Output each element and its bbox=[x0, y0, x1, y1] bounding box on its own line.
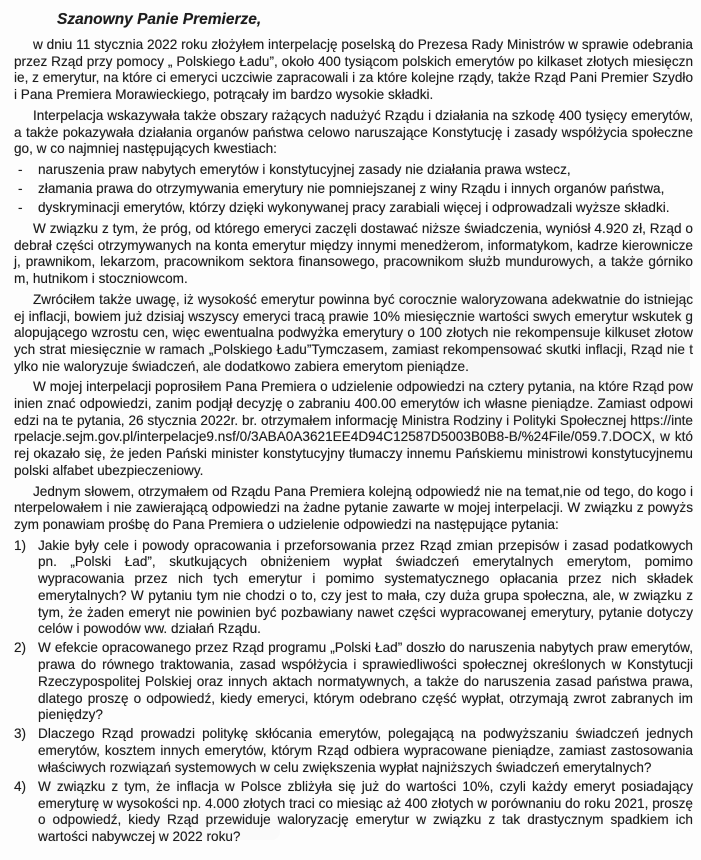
paragraph: W związku z tym, że próg, od którego emeryci zaczęli dostawać niższe świadczenia, wyniósł 4.920 zł, Rząd odebrał części otrzymywanych na konta emerytur między innymi menedżerom, informatykom, kadrze kierowniczej, prawnikom, lekarzom, pracownikom sektora finansowego, pracownikom służb mundurowych, a także górnikom, hutnikom i stoczniowcom. bbox=[14, 221, 693, 287]
issue-item bbox=[14, 162, 693, 179]
question-item bbox=[14, 726, 693, 776]
salutation-heading: Szanowny Panie Premierze, bbox=[57, 11, 262, 28]
question-item bbox=[14, 640, 693, 724]
question-number: 4) bbox=[14, 779, 27, 795]
item-text: dyskryminacji emerytów, którzy dzięki wykonywanej pracy zarabiali więcej i odprowadzali wyższe składki. bbox=[38, 200, 670, 216]
item-text: złamania prawa do otrzymywania emerytury nie pomniejszanej z winy Rządu i innych organów państwa, bbox=[38, 181, 665, 197]
question-number: 2) bbox=[14, 640, 27, 656]
issue-item bbox=[14, 181, 693, 198]
item-text: Jakie były cele i powody opracowania i przeforsowania przez Rząd zmian przepisów i zasad podatkowych pn. „Polski Ład”, skutkujących obniżeniem wypłat świadczeń emerytalnych emerytom, pomimo wypracowania przez nich tych emerytur i pomimo systematycznego opłacania przez nich składek emerytalnych? W pytaniu tym nie chodzi o to, czy jest to mała, czy duża grupa społeczna, ale, w związku z tym, że żaden emeryt nie powinien być pozbawiany nawet części wypracowanej emerytury, pytanie dotyczy celów i powodów ww. działań Rządu. bbox=[38, 537, 693, 637]
item-text: W efekcie opracowanego przez Rząd programu „Polski Ład” doszło do naruszenia nabytych praw emerytów, prawa do równego traktowania, zasad współżycia i sprawiedliwości społecznej określonych w Konstytucji Rzeczypospolitej Polskiej oraz innych aktach normatywnych, a także do naruszenia zasad państwa prawa, dlatego proszę o odpowiedź, kiedy emeryci, którym odebrano część wypłat, otrzymają zwrot zabranych im pieniędzy? bbox=[38, 640, 693, 723]
question-number: 1) bbox=[14, 537, 27, 553]
dash-marker: - bbox=[18, 200, 23, 216]
dash-marker: - bbox=[18, 181, 23, 197]
dash-marker: - bbox=[18, 161, 23, 177]
paragraph: W mojej interpelacji poprosiłem Pana Premiera o udzielenie odpowiedzi na cztery pytania, na które Rząd powinien znać odpowiedzi, zanim podjął decyzję o zabraniu 400.00 emerytów ich własne pieniądze. Zamiast odpowiedzi na te pytania, 26 stycznia 2022r. br. otrzymałem informację Ministra Rodziny i Polityki Społecznej https://interpelacje.sejm.gov.pl/interpelacje9.nsf/0/3ABA0A3621EE4D94C12587D5003B0B8-B/%24File/059.7.DOCX, w której okazało się, że jeden Pański minister konstytucyjny tłumaczy innemu Pańskiemu ministrowi konstytucyjnemu polski alfabet ubezpieczeniowy. bbox=[14, 379, 693, 478]
document-body bbox=[14, 37, 693, 846]
item-text: naruszenia praw nabytych emerytów i konstytucyjnej zasady nie działania prawa wstecz, bbox=[38, 161, 571, 177]
issue-item bbox=[14, 200, 693, 217]
question-number: 3) bbox=[14, 726, 27, 742]
paragraph: w dniu 11 stycznia 2022 roku złożyłem interpelację poselską do Prezesa Rady Ministrów w sprawie odebrania przez Rząd przy pomocy „ Polskiego Ładu”, około 400 tysiącom polskich emerytów po kilkaset złotych miesięcznie, z emerytur, na które ci emeryci uczciwie zapracowali i za które kolejne rządy, także Rząd Pani Premier Szydło i Pana Premiera Morawieckiego, potrącały im bardzo wysokie składki. bbox=[14, 37, 693, 103]
question-item bbox=[14, 538, 693, 638]
paragraph: Interpelacja wskazywała także obszary rażących nadużyć Rządu i działania na szkodę 400 tysięcy emerytów, a także pokazywała działania organów państwa celowo naruszające Konstytucję i zasady współżycia społecznego, w co najmniej następujących kwestiach: bbox=[14, 107, 693, 157]
item-text: Dlaczego Rząd prowadzi politykę skłócania emerytów, polegającą na podwyższaniu świadczeń jednych emerytów, kosztem innych emerytów, którym Rząd odbiera wypracowane pieniądze, zamiast zastosowania właściwych rozwiązań systemowych w celu zwiększenia wypłat najniższych świadczeń emerytalnych? bbox=[38, 726, 693, 775]
paragraph: Zwróciłem także uwagę, iż wysokość emerytur powinna być corocznie waloryzowana adekwatnie do istniejącej inflacji, bowiem już dzisiaj wszyscy emeryci tracą prawie 10% miesięcznie wartości swych emerytur wskutek galopującego wzrostu cen, więc ewentualna podwyżka emerytury o 100 złotych nie rekompensuje kilkuset złotowych strat miesięcznie w ramach „Polskiego Ładu”Tymczasem, zamiast rekompensować skutki inflacji, Rząd nie tylko nie waloryzuje świadczeń, ale dodatkowo zabiera emerytom pieniądze. bbox=[14, 291, 693, 374]
question-item bbox=[14, 779, 693, 846]
paragraph: Jednym słowem, otrzymałem od Rządu Pana Premiera kolejną odpowiedź nie na temat,nie od tego, do kogo interpelowałem i nie zawierającą odpowiedzi na żadne pytanie zawarte w mojej interpelacji. W związku z powyższym ponawiam prośbę do Pana Premiera o udzielenie odpowiedzi na następujące pytania: bbox=[14, 483, 693, 532]
item-text: W związku z tym, że inflacja w Polsce zbliżyła się już do wartości 10%, czyli każdy emeryt posiadający emeryturę w wysokości np. 4.000 złotych traci co miesiąc aż 400 złotych w porównaniu do roku 2021, proszę o odpowiedź, kiedy Rząd przewiduje waloryzację emerytur w związku z tak drastycznym spadkiem ich wartości nabywczej w 2022 roku? bbox=[38, 779, 693, 845]
